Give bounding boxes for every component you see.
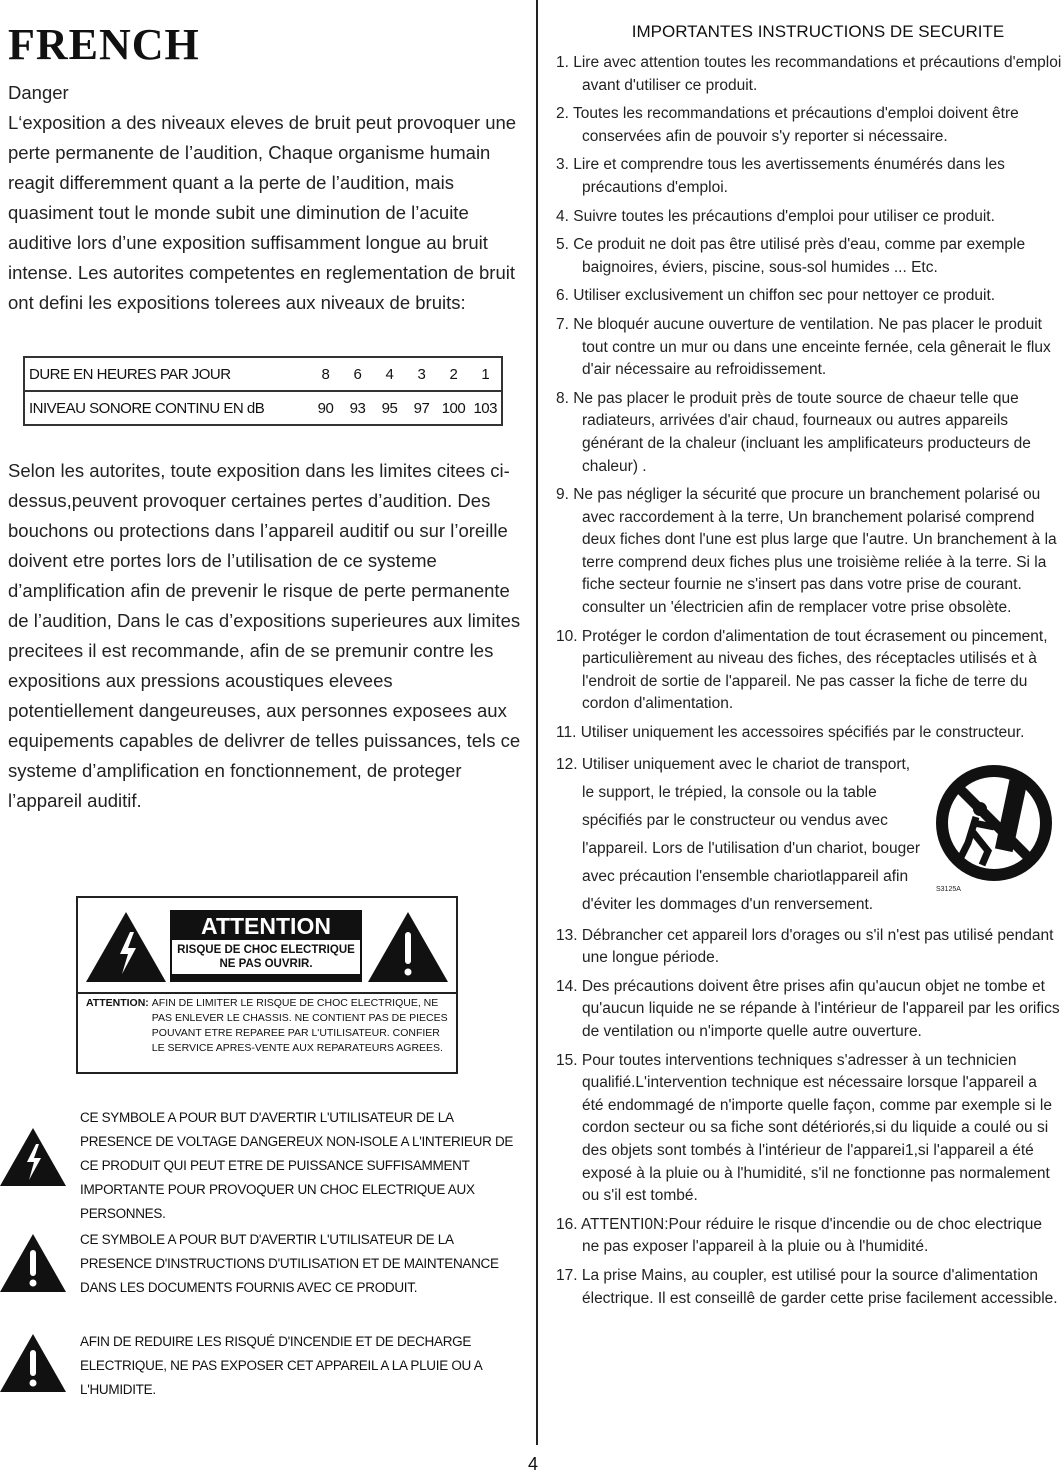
- symbol-explanation: [0, 1228, 520, 1300]
- exclamation-warning-icon: [0, 1334, 66, 1392]
- hearing-protection-paragraph: Selon les autorites, toute exposition dans les limites citees ci-dessus,peuvent provoquer certaines pertes d’audition. Des bouchons ou protections dans l’appareil auditif ou sur l’oreille doivent etre portes lors de l’utilisation de ce systeme d’amplification afin de prevenir le risque de perte permanente de l’audition, Dans le cas d’expositions superieures aux limites precitees il est recommande, afin de se premunir contre les expositions aux pressions acoustiques elevees potentiellement dangeureuses, aux personnes exposees aux equipements capables de delivrer de telles puissances, tels ce systeme d’amplification en fonctionnement, de proteger l’appareil auditif.: [8, 460, 521, 811]
- language-title: FRENCH: [8, 20, 200, 69]
- row-label: DURE EN HEURES PAR JOUR: [24, 357, 309, 391]
- table-cell: 90: [317, 399, 334, 417]
- lightning-warning-icon: [86, 912, 166, 982]
- column-divider: [536, 0, 538, 1445]
- list-item: 17. La prise Mains, au coupler, est utilisé pour la source d'alimentation électrique. Il est conseillê de garder cette prise facilement accessible.: [556, 1266, 1058, 1307]
- safety-heading: IMPORTANTES INSTRUCTIONS DE SECURITE: [631, 22, 1005, 41]
- list-item: 10. Protéger le cordon d'alimentation de tout écrasement ou pincement, particulièrement au niveau des fiches, des réceptacles utilisés et à l'endroit de sortie de l'appareil. Ne pas casser la fiche de terre du cordon d'alimentation.: [556, 627, 1048, 713]
- table-cell: 95: [381, 399, 398, 417]
- list-item: 5. Ce produit ne doit pas être utilisé près d'eau, comme par exemple baignoires, éviers, piscine, sous-sol humides ... Etc.: [556, 236, 1026, 276]
- attention-subtitle: RISQUE DE CHOC ELECTRIQUE: [177, 944, 355, 956]
- attention-text: AFIN DE LIMITER LE RISQUE DE CHOC ELECTRIQUE, NE PAS ENLEVER LE CHASSIS. NE CONTIENT PAS DE PIECES POUVANT ETRE REPAREE PAR L'UTILISATEUR. CONFIER LE SERVICE APRES-VENTE AUX REPARATEURS AGREES.: [151, 997, 448, 1054]
- list-item: 14. Des précautions doivent être prises afin qu'aucun objet ne tombe et qu'aucun liquide ne se répande à l'intérieur de l'appareil par les orifics de ventilation ou n'importe quelle autre ouverture.: [556, 977, 1060, 1040]
- table-row: [24, 391, 502, 425]
- page-number: 4: [528, 1454, 539, 1474]
- noise-exposure-paragraph: L‘exposition a des niveaux eleves de bruit peut provoquer une perte permanente de l’audition, Chaque organisme humain reagit differemment quant a la perte de l’audition, mais quasiment tout le monde subit une diminution de l’acuite auditive lors d’une exposition suffisamment longue au bruit intense. Les autorites competentes en reglementation de bruit ont defini les expositions tolerees aux niveaux de bruits:: [8, 112, 517, 313]
- symbol-text: CE SYMBOLE A POUR BUT D'AVERTIR L'UTILISATEUR DE LA PRESENCE DE VOLTAGE DANGEREUX NON-ISOLE A L'INTERIEUR DE CE PRODUIT QUI PEUT ETRE DE PUISSANCE SUFFISAMMENT IMPORTANTE POUR PROVOQUER UN CHOC ELECTRIQUE AUX PERSONNES.: [80, 1110, 514, 1221]
- list-item: 7. Ne bloquér aucune ouverture de ventilation. Ne pas placer le produit tout contre un mur ou dans une enceinte fernée, cela gênerait le flux d'air nécessaire au refroidissement.: [556, 315, 1051, 379]
- table-cell: 8: [309, 357, 341, 391]
- list-item-text: 12. Utiliser uniquement avec le chariot de transport, le support, le trépied, la console ou la table spécifiés par le constructeur ou vendus avec l'appareil. Lors de l'utilisation d'un chariot, bouger avec précaution l'ensemble chariotlappareil afin d'éviter les dommages d'un renversement.: [556, 755, 921, 913]
- table-row: [24, 357, 502, 391]
- list-item: 11. Utiliser uniquement les accessoires spécifiés par le constructeur.: [556, 724, 1025, 742]
- exclamation-warning-icon: [368, 912, 448, 982]
- list-item: 9. Ne pas négliger la sécurité que procure un branchement polarisé ou avec raccordement à la terre, Un branchement polarisé comprend deux fiches dont l'une est plus large que l'autre. Un branchement à la terre comprend deux fiches plus une troisième reliée à la terre. Si la fiche secteur fournie ne s'insert pas dans votre prise de courant. consulter un 'électricien afin de remplacer votre prise obsolète.: [556, 486, 1057, 617]
- table-cell: 103: [473, 399, 497, 417]
- attention-title: ATTENTION: [201, 913, 331, 939]
- list-item: 8. Ne pas placer le produit près de toute source de chaeur telle que radiateurs, arrivées d'air chaud, fourneaux ou autres appareils générant de la chaleur (incluant les amplificateurs producteurs de chaleur) .: [556, 389, 1031, 475]
- lightning-warning-icon: [0, 1128, 66, 1186]
- list-item: 3. Lire et comprendre tous les avertissements énumérés dans les précautions d'emploi.: [556, 156, 1005, 196]
- symbol-text: CE SYMBOLE A POUR BUT D'AVERTIR L'UTILISATEUR DE LA PRESENCE D'INSTRUCTIONS D'UTILISATION ET DE MAINTENANCE DANS LES DOCUMENTS FOURNIS AVEC CE PRODUIT.: [80, 1232, 499, 1295]
- table-cell: 3: [405, 357, 437, 391]
- list-item: 6. Utiliser exclusivement un chiffon sec pour nettoyer ce produit.: [556, 287, 996, 305]
- table-cell: 4: [373, 357, 405, 391]
- noise-exposure-table: [23, 356, 503, 426]
- table-cell: 2: [437, 357, 469, 391]
- attention-label: ATTENTION:: [86, 997, 149, 1009]
- safety-instructions-list: [556, 52, 1062, 1310]
- list-item: 4. Suivre toutes les précautions d'emploi pour utiliser ce produit.: [556, 207, 995, 225]
- cart-code: S3125A: [936, 885, 961, 893]
- cart-warning-icon: [932, 761, 1062, 899]
- list-item: 16. ATTENTI0N:Pour réduire le risque d'incendie ou de choc electrique ne pas exposer l'appareil à la pluie ou à l'humidité.: [556, 1215, 1043, 1256]
- row-label: INIVEAU SONORE CONTINU EN dB: [29, 399, 265, 417]
- symbol-explanation: [0, 1330, 520, 1402]
- attention-banner: [170, 910, 362, 982]
- right-column: [556, 22, 1062, 1316]
- symbol-explanation: [0, 1106, 520, 1226]
- list-item: 13. Débrancher cet appareil lors d'orages ou s'il n'est pas utilisé pendant une longue période.: [556, 926, 1054, 967]
- attention-subtitle: NE PAS OUVRIR.: [219, 958, 313, 970]
- attention-label-box: [76, 896, 458, 1074]
- table-cell: 93: [349, 399, 366, 417]
- table-cell: 6: [341, 357, 373, 391]
- table-cell: 97: [413, 399, 430, 417]
- table-cell: 1: [469, 357, 502, 391]
- list-item: 2. Toutes les recommandations et précautions d'emploi doivent être conservées afin de pouvoir s'y reporter si nécessaire.: [556, 105, 1019, 145]
- table-cell: 100: [441, 399, 466, 417]
- list-item-cart: [556, 751, 1062, 919]
- list-item: 1. Lire avec attention toutes les recommandations et précautions d'emploi avant d'utiliser ce produit.: [556, 54, 1062, 94]
- list-item: 15. Pour toutes interventions techniques s'adresser à un technicien qualifié.L'intervention technique est nécessaire lorsque l'appareil a été endommagé de n'importe quelle façon, comme par exemple si le cordon secteur ou sa fiche sont détériorés,si du liquide a coulé ou si des objets sont tombés à l'intérieur de l'apparei1,si l'appareil a été exposé à la pluie ou à l'humidité, s'il ne fonctionne pas normalement ou s'il est tombé.: [556, 1051, 1052, 1205]
- danger-heading: Danger: [8, 82, 69, 103]
- symbol-text: AFIN DE REDUIRE LES RISQUÉ D'INCENDIE ET DE DECHARGE ELECTRIQUE, NE PAS EXPOSER CET APPAREIL A LA PLUIE OU A L'HUMIDITE.: [80, 1334, 482, 1397]
- exclamation-warning-icon: [0, 1234, 66, 1292]
- left-column: [8, 22, 523, 816]
